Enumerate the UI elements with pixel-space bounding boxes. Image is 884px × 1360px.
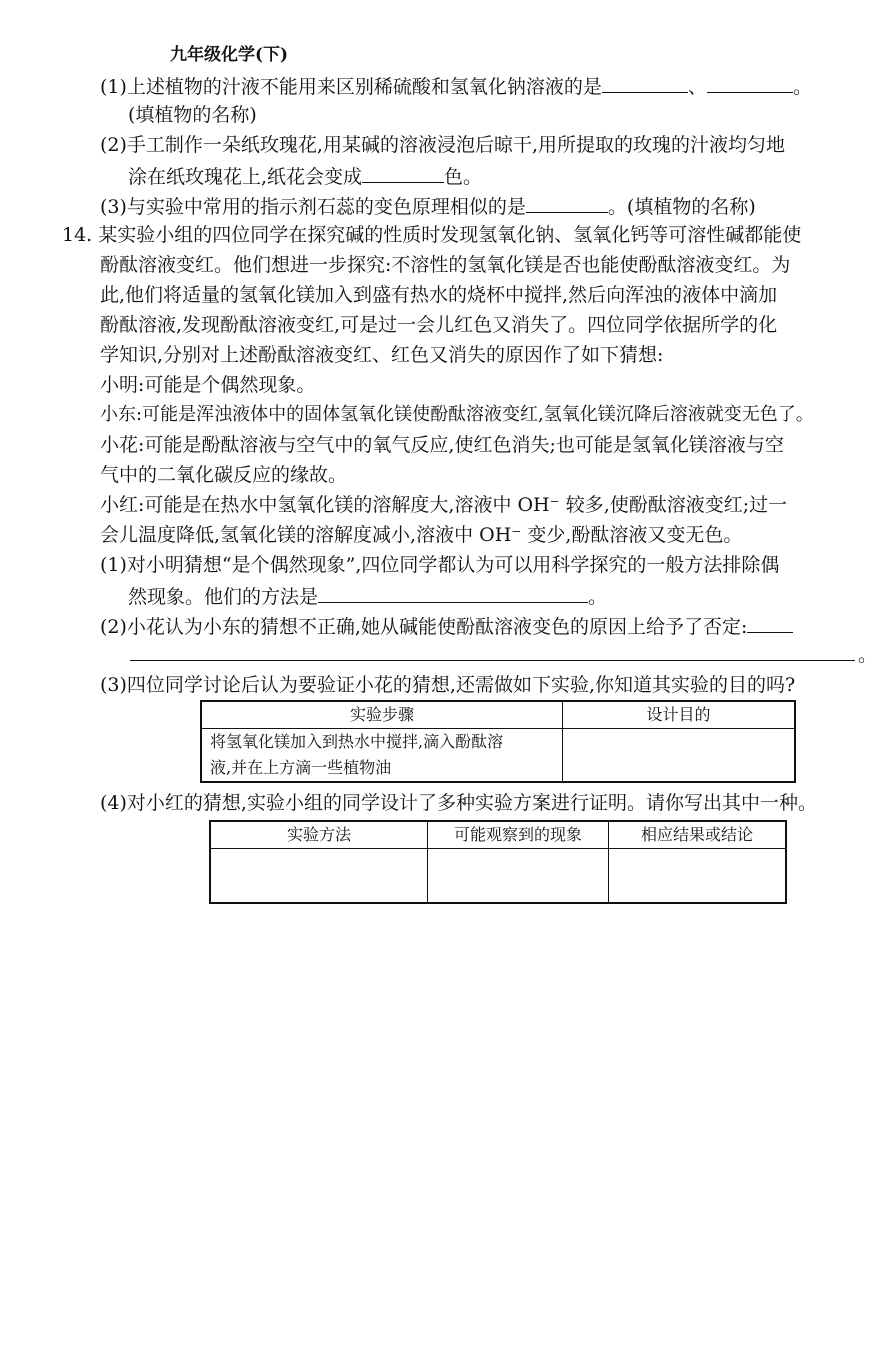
q14-sub1-line1: (1)对小明猜想“是个偶然现象”,四位同学都认为可以用科学探究的一般方法排除偶 — [100, 554, 780, 576]
q13-p2-end: 色。 — [444, 166, 483, 188]
table2-conclusion-cell[interactable] — [609, 849, 787, 903]
table1-header-purpose: 设计目的 — [563, 701, 796, 729]
table1-header-step: 实验步骤 — [201, 701, 563, 729]
q14-sub4: (4)对小红的猜想,实验小组的同学设计了多种实验方案进行证明。请你写出其中一种。 — [100, 792, 817, 814]
table1-step-line1: 将氢氧化镁加入到热水中搅拌,滴入酚酞溶 — [210, 732, 504, 751]
q14-line3: 此,他们将适量的氢氧化镁加入到盛有热水的烧杯中搅拌,然后向浑浊的液体中滴加 — [100, 284, 778, 306]
answer-blank-2[interactable] — [707, 72, 793, 93]
q13-part2-line1: (2)手工制作一朵纸玫瑰花,用某碱的溶液浸泡后晾干,用所提取的玫瑰的汁液均匀地 — [100, 134, 785, 156]
answer-blank-5[interactable] — [318, 582, 588, 603]
table1-step-cell — [201, 729, 563, 783]
table1-purpose-cell[interactable] — [563, 729, 796, 783]
page-header: 九年级化学(下) — [170, 45, 289, 65]
q13-p1-note: (填植物的名称) — [128, 104, 257, 126]
guess-xiaohong-1: 小红:可能是在热水中氢氧化镁的溶解度大,溶液中 OH⁻ 较多,使酚酞溶液变红;过一 — [100, 494, 788, 516]
q14-line5: 学知识,分别对上述酚酞溶液变红、红色又消失的原因作了如下猜想: — [100, 344, 664, 366]
q14-s1-text: 然现象。他们的方法是 — [128, 586, 319, 608]
table2-method-cell[interactable] — [210, 849, 428, 903]
guess-xiaodong: 小东:可能是浑浊液体中的固体氢氧化镁使酚酞溶液变红,氢氧化镁沉降后溶液就变无色了。 — [100, 404, 814, 425]
table2-phenomenon-cell[interactable] — [428, 849, 609, 903]
q13-p1-text: (1)上述植物的汁液不能用来区别稀硫酸和氢氧化钠溶液的是 — [100, 76, 602, 98]
answer-blank-1[interactable] — [602, 72, 688, 93]
q14-s1-end: 。 — [588, 586, 608, 608]
table2-header-method: 实验方法 — [210, 821, 428, 849]
q14-s2-end: 。 — [858, 644, 878, 666]
answer-blank-6[interactable] — [747, 612, 793, 633]
answer-line-full[interactable] — [130, 660, 855, 661]
table2-header-phenomenon: 可能观察到的现象 — [428, 821, 609, 849]
q13-p1-end: 。 — [792, 76, 812, 98]
guess-xiaohua-2: 气中的二氧化碳反应的缘故。 — [100, 464, 348, 486]
answer-blank-3[interactable] — [362, 162, 444, 183]
guess-xiaohua-1: 小花:可能是酚酞溶液与空气中的氧气反应,使红色消失;也可能是氢氧化镁溶液与空 — [100, 434, 784, 456]
experiment-table-2 — [209, 820, 787, 904]
q13-part3 — [100, 192, 756, 220]
experiment-table-1 — [200, 700, 796, 783]
q13-p1-sep: 、 — [687, 76, 707, 98]
table2-header-conclusion: 相应结果或结论 — [609, 821, 787, 849]
q13-p3-end: 。(填植物的名称) — [607, 196, 756, 218]
q13-part1 — [100, 72, 812, 100]
q14-line2: 酚酞溶液变红。他们想进一步探究:不溶性的氢氧化镁是否也能使酚酞溶液变红。为 — [100, 254, 791, 276]
q14-line4: 酚酞溶液,发现酚酞溶液变红,可是过一会儿红色又消失了。四位同学依据所学的化 — [100, 314, 778, 336]
table1-step-line2: 液,并在上方滴一些植物油 — [210, 758, 392, 777]
q13-p3-text: (3)与实验中常用的指示剂石蕊的变色原理相似的是 — [100, 196, 526, 218]
guess-xiaoming: 小明:可能是个偶然现象。 — [100, 374, 316, 396]
q14-sub3: (3)四位同学讨论后认为要验证小花的猜想,还需做如下实验,你知道其实验的目的吗? — [100, 674, 796, 696]
q14-sub1-line2 — [128, 582, 607, 610]
q13-part2-line2 — [128, 162, 482, 190]
answer-blank-4[interactable] — [526, 192, 608, 213]
q14-line1: 14. 某实验小组的四位同学在探究碱的性质时发现氢氧化钠、氢氧化钙等可溶性碱都能使 — [62, 224, 802, 246]
q13-p2-text: 涂在纸玫瑰花上,纸花会变成 — [128, 166, 363, 188]
q14-sub2-line1 — [100, 612, 793, 640]
q14-s2-text: (2)小花认为小东的猜想不正确,她从碱能使酚酞溶液变色的原因上给予了否定: — [100, 616, 748, 638]
guess-xiaohong-2: 会儿温度降低,氢氧化镁的溶解度减小,溶液中 OH⁻ 变少,酚酞溶液又变无色。 — [100, 524, 743, 546]
